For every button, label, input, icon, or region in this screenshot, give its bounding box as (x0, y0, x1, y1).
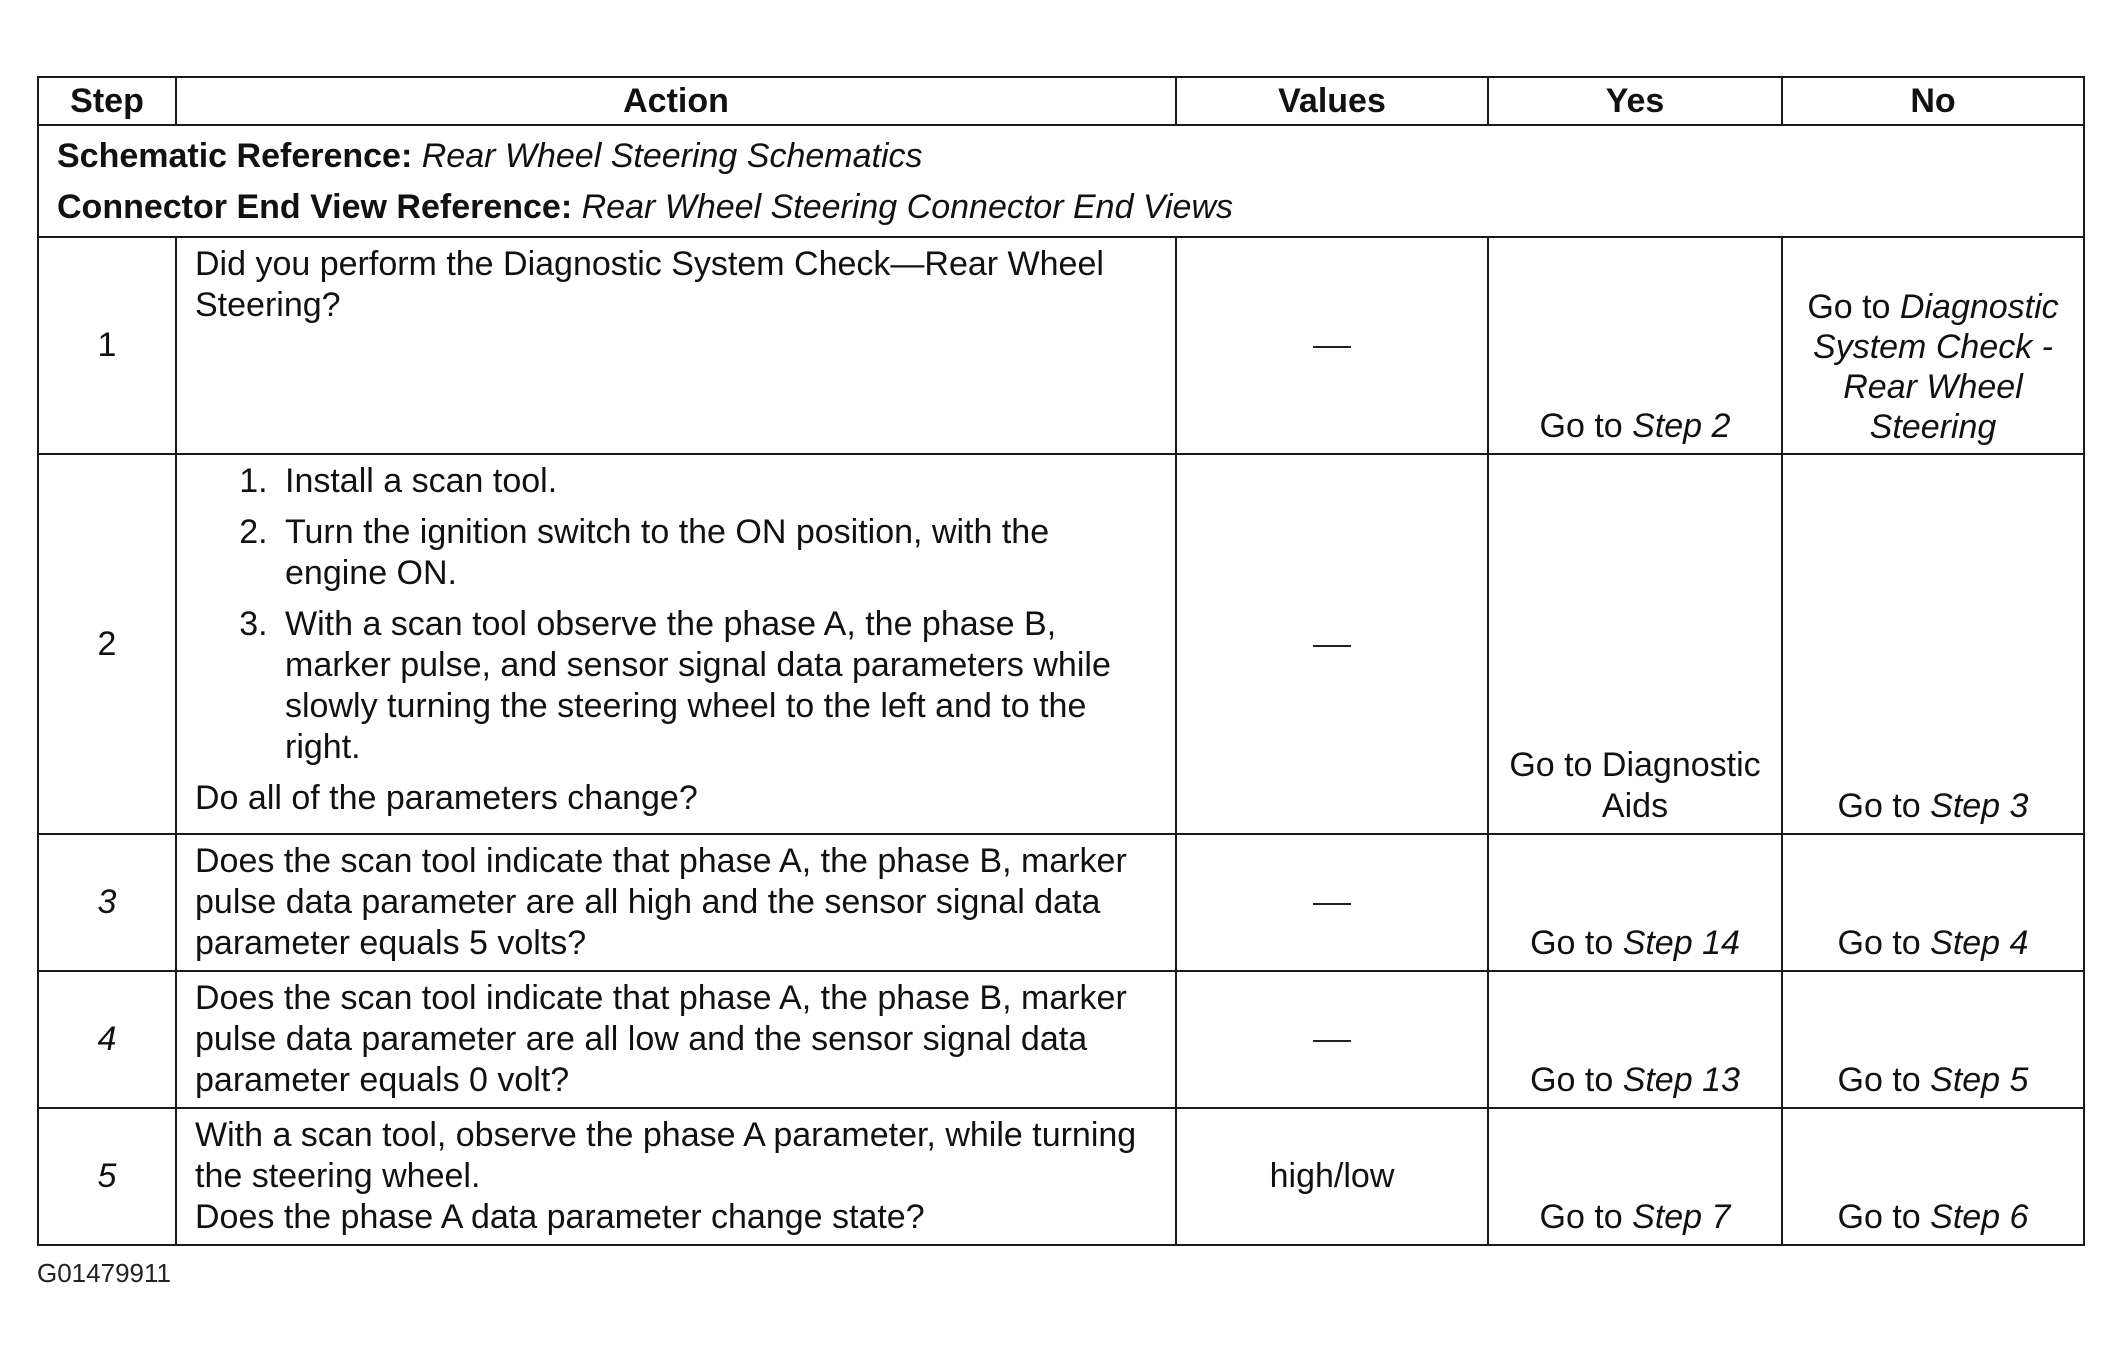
reference-cell (38, 125, 2084, 237)
header-no: No (1782, 77, 2084, 125)
list-item: 3. With a scan tool observe the phase A, the phase B, marker pulse, and sensor signal data parameters while slowly turning the steering wheel to the left and to the right. (277, 604, 1157, 768)
header-step: Step (38, 77, 176, 125)
no-prefix: Go to (1837, 787, 1931, 825)
step-number: 5 (38, 1108, 176, 1245)
yes-step-link[interactable]: Step 2 (1632, 407, 1731, 445)
yes-cell[interactable] (1488, 971, 1782, 1108)
list-item: 2. Turn the ignition switch to the ON position, with the engine ON. (277, 512, 1157, 594)
yes-prefix: Go to (1530, 1061, 1623, 1099)
header-values: Values (1176, 77, 1488, 125)
schematic-reference-label: Schematic Reference: (57, 137, 413, 175)
yes-cell[interactable] (1488, 237, 1782, 454)
dash-mark (1313, 903, 1351, 905)
yes-prefix: Go to (1539, 407, 1633, 445)
action-steps-list (195, 461, 1157, 768)
yes-cell[interactable] (1488, 834, 1782, 971)
action-question: Does the phase A data parameter change state? (195, 1198, 925, 1236)
list-item: 1. Install a scan tool. (277, 461, 1157, 502)
schematic-reference-link[interactable]: Rear Wheel Steering Schematics (421, 137, 923, 175)
table-row (38, 834, 2084, 971)
reference-row (38, 125, 2084, 237)
no-cell[interactable] (1782, 454, 2084, 834)
no-prefix: Go to (1837, 1061, 1931, 1099)
yes-prefix: Go to (1539, 1198, 1633, 1236)
no-prefix: Go to (1807, 288, 1900, 326)
action-text: With a scan tool, observe the phase A parameter, while turning the steering wheel. (195, 1116, 1137, 1195)
table-row (38, 971, 2084, 1108)
no-cell[interactable] (1782, 1108, 2084, 1245)
action-question: Do all of the parameters change? (195, 779, 698, 817)
yes-link[interactable]: Go to Diagnostic Aids (1509, 746, 1761, 825)
yes-step-link[interactable]: Step 14 (1622, 924, 1740, 962)
table-row (38, 454, 2084, 834)
no-step-link[interactable]: Diagnostic System Check - Rear Wheel Steering (1813, 288, 2059, 446)
dash-mark (1313, 1040, 1351, 1042)
values-cell (1176, 834, 1488, 971)
connector-reference-label: Connector End View Reference: (57, 188, 573, 226)
diagnostic-table (37, 76, 2085, 1246)
no-step-link[interactable]: Step 6 (1930, 1198, 2029, 1236)
values-cell (1176, 454, 1488, 834)
yes-step-link[interactable]: Step 7 (1632, 1198, 1731, 1236)
yes-prefix: Go to (1530, 924, 1623, 962)
step-number: 3 (38, 834, 176, 971)
table-row (38, 237, 2084, 454)
no-step-link[interactable]: Step 4 (1930, 924, 2029, 962)
action-cell (176, 1108, 1176, 1245)
action-text: Does the scan tool indicate that phase A, the phase B, marker pulse data parameter are all high and the sensor signal data parameter equals 5 volts? (176, 834, 1176, 971)
no-cell[interactable] (1782, 971, 2084, 1108)
no-cell[interactable] (1782, 834, 2084, 971)
values-cell (1176, 237, 1488, 454)
dash-mark (1313, 346, 1351, 348)
connector-reference (57, 187, 2065, 228)
yes-cell[interactable] (1488, 454, 1782, 834)
step-number: 4 (38, 971, 176, 1108)
table-row (38, 1108, 2084, 1245)
values-cell: high/low (1176, 1108, 1488, 1245)
header-row (38, 77, 2084, 125)
yes-step-link[interactable]: Step 13 (1622, 1061, 1740, 1099)
figure-id: G01479911 (37, 1258, 171, 1288)
header-yes: Yes (1488, 77, 1782, 125)
no-cell[interactable] (1782, 237, 2084, 454)
header-action: Action (176, 77, 1176, 125)
diagnostic-table-sheet (37, 76, 2083, 1246)
schematic-reference (57, 136, 2065, 177)
action-text: Did you perform the Diagnostic System Check—Rear Wheel Steering? (176, 237, 1176, 454)
action-text: Does the scan tool indicate that phase A, the phase B, marker pulse data parameter are all low and the sensor signal data parameter equals 0 volt? (176, 971, 1176, 1108)
step-number: 1 (38, 237, 176, 454)
values-cell (1176, 971, 1488, 1108)
connector-reference-link[interactable]: Rear Wheel Steering Connector End Views (581, 188, 1234, 226)
yes-cell[interactable] (1488, 1108, 1782, 1245)
dash-mark (1313, 645, 1351, 647)
no-step-link[interactable]: Step 5 (1930, 1061, 2029, 1099)
no-prefix: Go to (1837, 924, 1931, 962)
no-step-link[interactable]: Step 3 (1930, 787, 2029, 825)
no-prefix: Go to (1837, 1198, 1931, 1236)
step-number: 2 (38, 454, 176, 834)
action-cell (176, 454, 1176, 834)
